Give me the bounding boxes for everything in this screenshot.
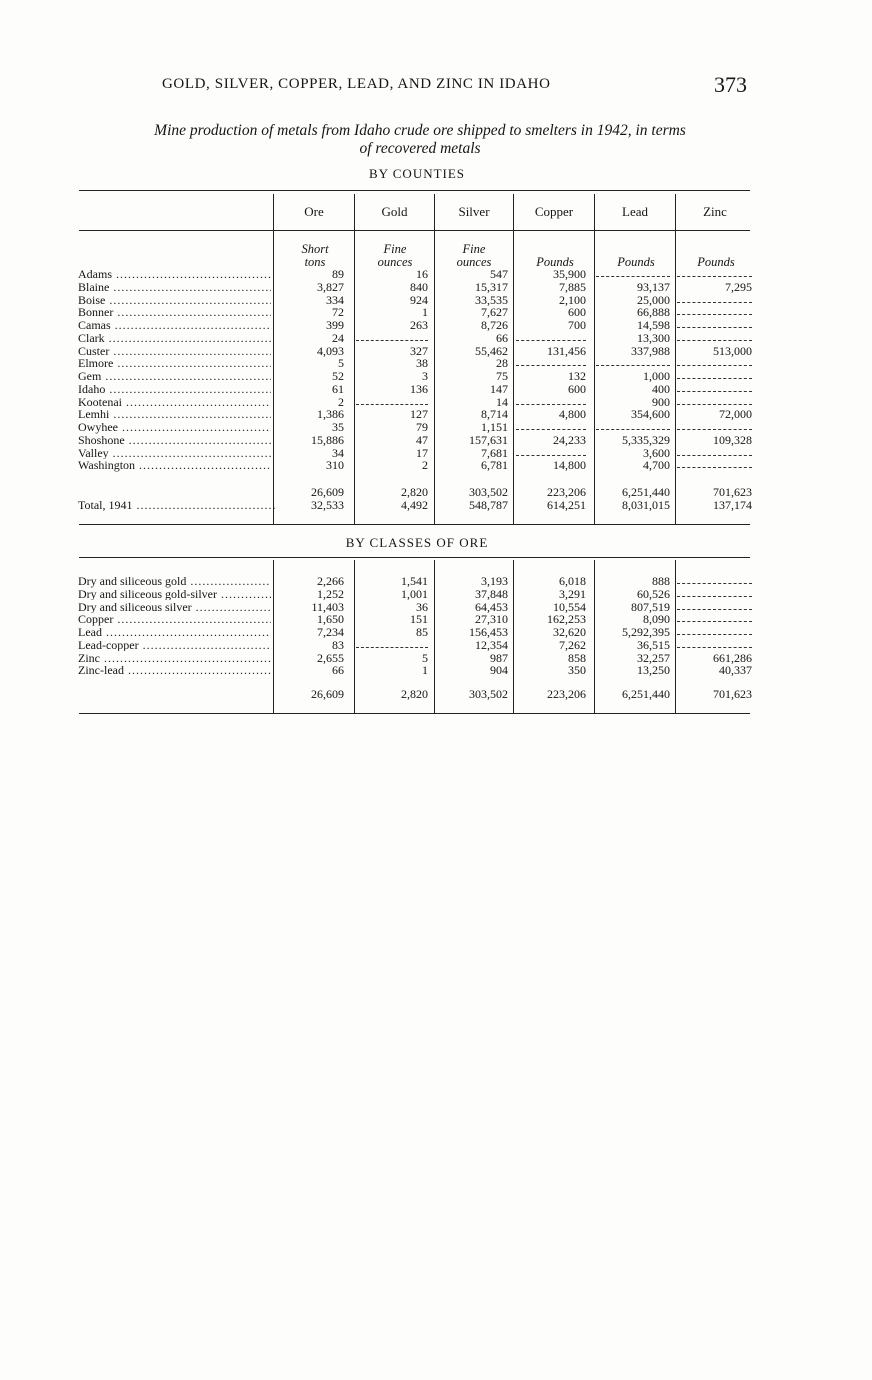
table-cell: 8,726 <box>481 318 508 332</box>
table-cell: 72,000 <box>719 407 752 422</box>
row-label: Copper ..... <box>78 613 271 626</box>
table-cell: 327 <box>410 343 428 358</box>
table-cell: 303,502 <box>469 687 508 701</box>
unit-zinc: Pounds <box>697 255 735 269</box>
table-cell: 888 <box>652 574 670 588</box>
table-cell: 24 <box>332 330 344 345</box>
row-label: Lemhi ..... <box>78 408 271 421</box>
table-cell: 400 <box>652 381 670 396</box>
table-cell: 157,631 <box>469 432 508 447</box>
column-header-zinc: Zinc <box>703 204 727 219</box>
table-cell: 2,655 <box>317 650 344 665</box>
table-cell: 5 <box>422 650 428 665</box>
table-cell: 4,492 <box>401 498 428 512</box>
row-label: Elmore ..... <box>78 357 271 370</box>
table-cell: 840 <box>410 279 428 294</box>
table-cell: 32,257 <box>637 650 670 665</box>
table-cell: 35,900 <box>553 267 586 281</box>
table-row <box>78 332 754 345</box>
table-cell: 17 <box>416 445 428 460</box>
table-cell: 28 <box>496 356 508 371</box>
row-label: Shoshone ..... <box>78 434 271 447</box>
table-cell: 79 <box>416 420 428 434</box>
table-cell: 7,234 <box>317 625 344 639</box>
table-cell: 701,623 <box>713 485 752 499</box>
table-cell: 156,453 <box>469 625 508 639</box>
table-cell: 137,174 <box>713 498 752 512</box>
counties-bottom-rule <box>79 524 750 525</box>
table-cell: 16 <box>416 267 428 281</box>
column-header-lead: Lead <box>622 204 648 219</box>
table-cell: 136 <box>410 381 428 396</box>
table-row <box>78 294 754 307</box>
table-cell: 1,001 <box>401 586 428 601</box>
table-cell: 13,250 <box>637 663 670 678</box>
table-row <box>78 664 754 677</box>
table-cell: 3 <box>422 369 428 383</box>
table-cell: 15,317 <box>475 279 508 294</box>
unit-ore: Short tons <box>301 242 329 269</box>
table-cell: 83 <box>332 637 344 652</box>
table-cell: 6,781 <box>481 458 508 473</box>
table-cell: 5 <box>338 356 344 371</box>
table-cell: 64,453 <box>475 599 508 614</box>
table-row <box>78 588 754 601</box>
table-cell: 1,000 <box>643 369 670 383</box>
table-cell: 35 <box>332 420 344 434</box>
column-header-copper: Copper <box>534 204 574 219</box>
table-cell: 89 <box>332 267 344 281</box>
table-cell: 303,502 <box>469 485 508 499</box>
table-cell: 8,090 <box>643 612 670 627</box>
table-cell: 5,292,395 <box>622 625 670 639</box>
table-cell: 75 <box>496 369 508 383</box>
table-cell: 2,266 <box>317 574 344 588</box>
unit-gold: Fine ounces <box>377 242 413 269</box>
table-row <box>78 626 754 639</box>
table-cell: 354,600 <box>631 407 670 422</box>
table-row <box>78 459 754 472</box>
table-cell: 66 <box>332 663 344 678</box>
header-bottom-rule <box>79 230 750 231</box>
column-header-gold: Gold <box>381 204 408 219</box>
row-label: Custer ..... <box>78 345 271 358</box>
row-label: Valley ..... <box>78 447 271 460</box>
classes-total-row <box>78 688 754 701</box>
table-cell: 263 <box>410 318 428 332</box>
table-cell: 904 <box>490 663 508 678</box>
row-label: Boise ..... <box>78 294 271 307</box>
table-cell: 1,252 <box>317 586 344 601</box>
table-cell: 32,533 <box>311 498 344 512</box>
table-row <box>78 652 754 665</box>
table-cell: 3,600 <box>643 445 670 460</box>
row-label: Lead-copper ..... <box>78 639 271 652</box>
table-cell: 3,827 <box>317 279 344 294</box>
table-cell: 7,681 <box>481 445 508 460</box>
table-row <box>78 575 754 588</box>
table-cell: 162,253 <box>547 612 586 627</box>
table-row <box>78 639 754 652</box>
table-cell: 513,000 <box>713 343 752 358</box>
table-cell: 8,714 <box>481 407 508 422</box>
table-cell: 15,886 <box>311 432 344 447</box>
table-cell: 11,403 <box>311 599 344 614</box>
table-cell: 1 <box>422 305 428 320</box>
table-cell: 1 <box>422 663 428 678</box>
table-row <box>78 370 754 383</box>
table-row <box>78 319 754 332</box>
table-cell: 36 <box>416 599 428 614</box>
table-row <box>78 601 754 614</box>
table-cell: 3,193 <box>481 574 508 588</box>
table-cell: 13,300 <box>637 330 670 345</box>
row-label: Adams ..... <box>78 268 271 281</box>
table-row <box>78 408 754 421</box>
table-cell: 858 <box>568 650 586 665</box>
row-label: Idaho ..... <box>78 383 271 396</box>
table-cell: 1,650 <box>317 612 344 627</box>
table-cell: 8,031,015 <box>622 498 670 512</box>
table-cell: 93,137 <box>637 279 670 294</box>
table-cell: 600 <box>568 381 586 396</box>
table-cell: 701,623 <box>713 687 752 701</box>
table-cell: 334 <box>326 292 344 307</box>
table-cell: 85 <box>416 625 428 639</box>
row-label: Kootenai ..... <box>78 396 271 409</box>
table-row <box>78 345 754 358</box>
row-label: Bonner ..... <box>78 306 271 319</box>
table-cell: 66 <box>496 330 508 345</box>
table-cell: 7,885 <box>559 279 586 294</box>
table-row <box>78 396 754 409</box>
table-cell: 2 <box>338 394 344 409</box>
table-cell: 4,800 <box>559 407 586 422</box>
table-cell: 2,820 <box>401 687 428 701</box>
table-cell: 40,337 <box>719 663 752 678</box>
table-cell: 223,206 <box>547 485 586 499</box>
table-caption-line-1: Mine production of metals from Idaho crude ore shipped to smelters in 1942, in terms <box>154 122 686 139</box>
table-cell: 14,800 <box>553 458 586 473</box>
row-label: Gem ..... <box>78 370 271 383</box>
table-cell: 547 <box>490 267 508 281</box>
table-cell: 6,018 <box>559 574 586 588</box>
table-cell: 147 <box>490 381 508 396</box>
table-cell: 37,848 <box>475 586 508 601</box>
table-cell: 337,988 <box>631 343 670 358</box>
table-row <box>78 434 754 447</box>
table-cell: 26,609 <box>311 485 344 499</box>
table-cell: 132 <box>568 369 586 383</box>
table-cell: 399 <box>326 318 344 332</box>
table-cell: 6,251,440 <box>622 485 670 499</box>
table-row <box>78 306 754 319</box>
table-cell: 4,093 <box>317 343 344 358</box>
total-1941-row <box>78 499 754 512</box>
table-cell: 661,286 <box>713 650 752 665</box>
table-cell: 72 <box>332 305 344 320</box>
table-cell: 36,515 <box>637 637 670 652</box>
table-cell: 10,554 <box>553 599 586 614</box>
column-header-ore: Ore <box>304 204 324 219</box>
table-row <box>78 357 754 370</box>
table-cell: 61 <box>332 381 344 396</box>
table-cell: 127 <box>410 407 428 422</box>
table-row <box>78 268 754 281</box>
table-cell: 1,151 <box>481 420 508 434</box>
section-title-by-counties: BY COUNTIES <box>368 166 466 181</box>
unit-silver: Fine ounces <box>456 242 492 269</box>
running-header-title: GOLD, SILVER, COPPER, LEAD, AND ZINC IN IDAHO <box>162 76 551 92</box>
table-cell: 548,787 <box>469 498 508 512</box>
table-row <box>78 421 754 434</box>
row-label: Zinc-lead ..... <box>78 664 271 677</box>
table-cell: 47 <box>416 432 428 447</box>
table-cell: 32,620 <box>553 625 586 639</box>
row-label: Clark ..... <box>78 332 271 345</box>
table-cell: 34 <box>332 445 344 460</box>
table-cell: 27,310 <box>475 612 508 627</box>
counties-total-row <box>78 486 754 499</box>
column-header-silver: Silver <box>458 204 490 219</box>
table-cell: 7,627 <box>481 305 508 320</box>
table-cell: 151 <box>410 612 428 627</box>
table-cell: 60,526 <box>637 586 670 601</box>
table-cell: 700 <box>568 318 586 332</box>
row-label: Zinc ..... <box>78 652 271 665</box>
table-cell: 26,609 <box>311 687 344 701</box>
table-cell: 109,328 <box>713 432 752 447</box>
row-label: Dry and siliceous silver ..... <box>78 601 271 614</box>
row-label: Lead ..... <box>78 626 271 639</box>
table-cell: 33,535 <box>475 292 508 307</box>
table-cell: 6,251,440 <box>622 687 670 701</box>
row-label: Dry and siliceous gold-silver ..... <box>78 588 271 601</box>
table-cell: 7,295 <box>725 279 752 294</box>
table-top-rule <box>79 190 750 191</box>
table-cell: 12,354 <box>475 637 508 652</box>
page-number: 373 <box>714 72 747 97</box>
row-label: Total, 1941 ..... <box>78 499 276 512</box>
table-cell: 25,000 <box>637 292 670 307</box>
table-cell: 2 <box>422 458 428 473</box>
table-cell: 38 <box>416 356 428 371</box>
table-cell: 14 <box>496 394 508 409</box>
table-cell: 7,262 <box>559 637 586 652</box>
table-row <box>78 613 754 626</box>
table-cell: 66,888 <box>637 305 670 320</box>
table-cell: 14,598 <box>637 318 670 332</box>
table-cell: 987 <box>490 650 508 665</box>
table-cell: 24,233 <box>553 432 586 447</box>
row-label: Blaine ..... <box>78 281 271 294</box>
table-cell: 600 <box>568 305 586 320</box>
unit-copper: Pounds <box>536 255 574 269</box>
table-row <box>78 383 754 396</box>
table-cell: 2,820 <box>401 485 428 499</box>
table-cell: 310 <box>326 458 344 473</box>
row-label: Washington ..... <box>78 459 271 472</box>
table-caption-line-2: of recovered metals <box>359 140 481 157</box>
table-cell: 5,335,329 <box>622 432 670 447</box>
table-cell: 4,700 <box>643 458 670 473</box>
table-cell: 924 <box>410 292 428 307</box>
table-row <box>78 447 754 460</box>
table-cell: 614,251 <box>547 498 586 512</box>
table-bottom-rule <box>79 713 750 714</box>
classes-top-rule <box>79 557 750 558</box>
table-cell: 3,291 <box>559 586 586 601</box>
table-cell: 55,462 <box>475 343 508 358</box>
table-cell: 2,100 <box>559 292 586 307</box>
row-label: Owyhee ..... <box>78 421 271 434</box>
unit-lead: Pounds <box>617 255 655 269</box>
table-cell: 223,206 <box>547 687 586 701</box>
table-cell: 350 <box>568 663 586 678</box>
table-cell: 900 <box>652 394 670 409</box>
table-row <box>78 281 754 294</box>
table-cell: 52 <box>332 369 344 383</box>
table-cell: 1,541 <box>401 574 428 588</box>
table-cell: 1,386 <box>317 407 344 422</box>
table-cell: 131,456 <box>547 343 586 358</box>
section-title-by-classes-of-ore: BY CLASSES OF ORE <box>345 535 489 550</box>
table-cell: 807,519 <box>631 599 670 614</box>
row-label: Dry and siliceous gold ..... <box>78 575 271 588</box>
row-label: Camas ..... <box>78 319 271 332</box>
